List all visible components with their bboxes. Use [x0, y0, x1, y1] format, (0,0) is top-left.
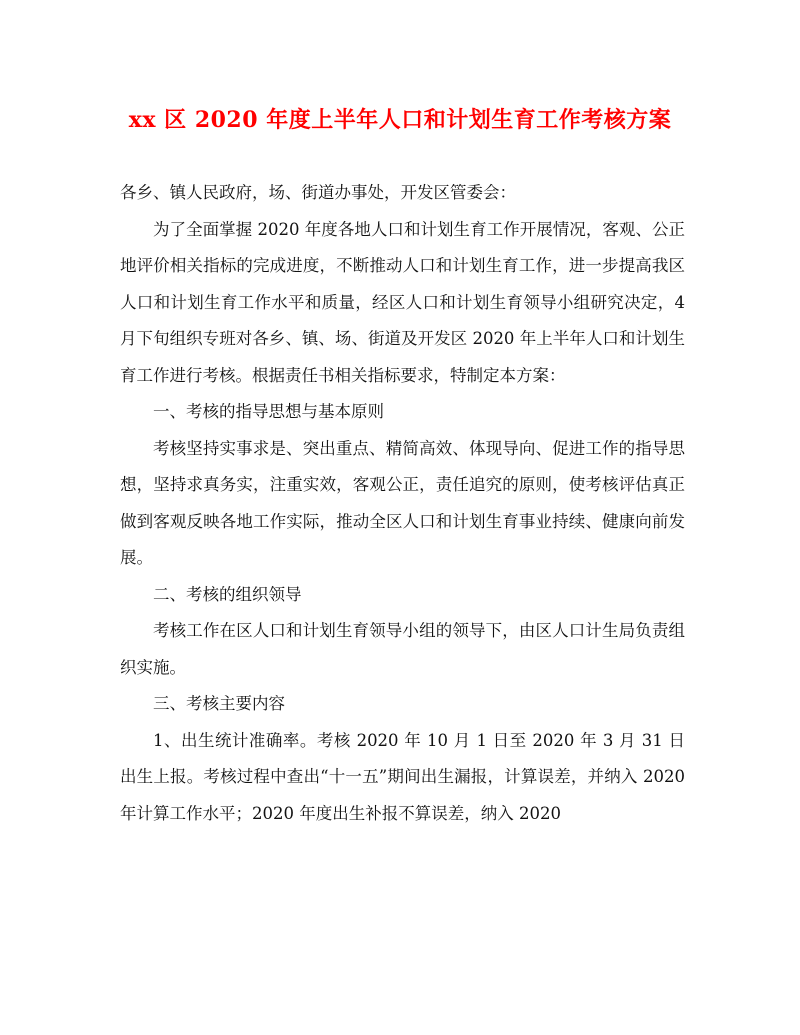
salutation: 各乡、镇人民政府，场、街道办事处，开发区管委会： [120, 183, 516, 202]
section-2-paragraph: 考核工作在区人口和计划生育领导小组的领导下，由区人口计生局负责组织实施。 [120, 621, 685, 677]
intro-paragraph: 为了全面掌握 2020 年度各地人口和计划生育工作开展情况，客观、公正地评价相关指标的完成进度，不断推动人口和计划生育工作，进一步提高我区人口和计划生育工作水平和质量，经区人口和计划生育领导小组研究决定，4 月下旬组织专班对各乡、镇、场、街道及开发区 2020 年上半年人口和计划生育工作进行考核。根据责任书相关指标要求，特制定本方案： [120, 219, 685, 385]
document-title: xx 区 2020 年度上半年人口和计划生育工作考核方案 [128, 107, 672, 133]
section-3-item-1: 1、出生统计准确率。考核 2020 年 10 月 1 日至 2020 年 3 月 31 日出生上报。考核过程中查出“十一五”期间出生漏报，计算误差，并纳入 2020 年计算工作水平；2020 年度出生补报不算误差，纳入 2020 [120, 730, 685, 823]
document-body [120, 175, 685, 832]
section-1-paragraph: 考核坚持实事求是、突出重点、精简高效、体现导向、促进工作的指导思想，坚持求真务实，注重实效，客观公正，责任追究的原则，使考核评估真正做到客观反映各地工作实际，推动全区人口和计划生育事业持续、健康向前发展。 [120, 438, 685, 567]
section-1-heading: 一、考核的指导思想与基本原则 [153, 402, 384, 421]
section-2-heading: 二、考核的组织领导 [153, 584, 302, 604]
section-3-heading: 三、考核主要内容 [153, 694, 285, 713]
